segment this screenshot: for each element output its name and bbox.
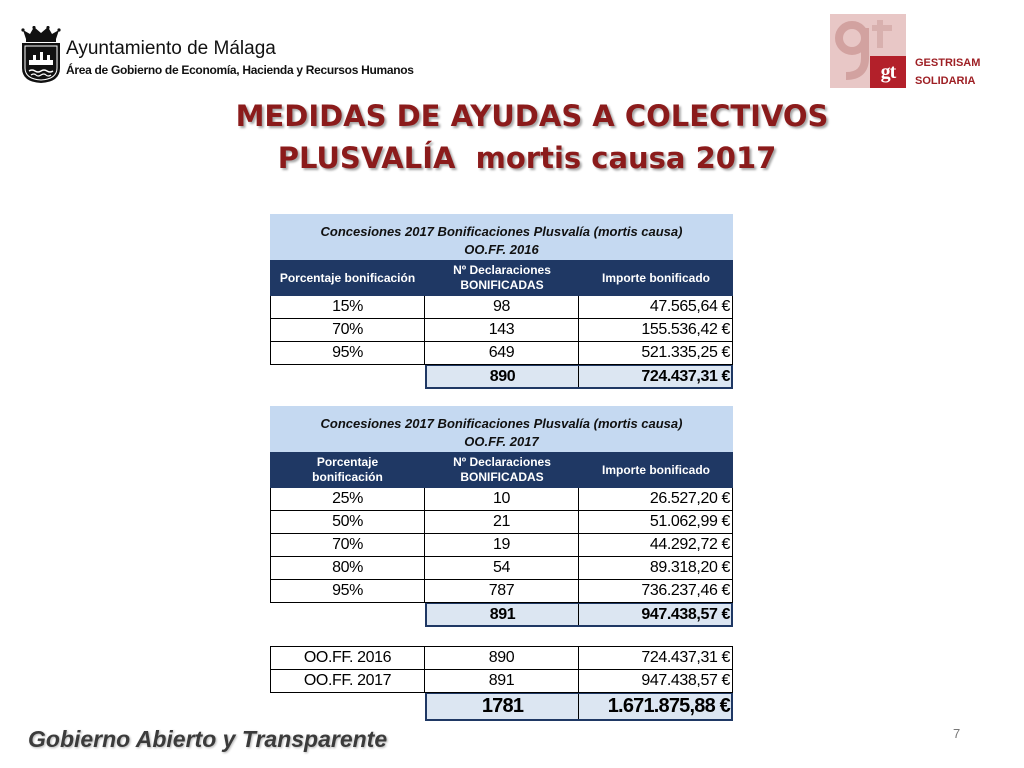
cell-amount: 47.565,64 € bbox=[579, 296, 733, 319]
cell-percentage: 95% bbox=[270, 342, 425, 365]
table-row bbox=[270, 511, 733, 534]
cell-declarations: 649 bbox=[425, 342, 579, 365]
total-row bbox=[270, 365, 733, 389]
footer-tagline: Gobierno Abierto y Transparente bbox=[28, 726, 388, 752]
cell-amount: 724.437,31 € bbox=[579, 646, 733, 670]
total-empty-cell bbox=[270, 603, 425, 627]
table-row bbox=[270, 488, 733, 511]
cell-percentage: 95% bbox=[270, 580, 425, 603]
table-subtitle: OO.FF. 2017 bbox=[464, 434, 539, 449]
gestrisam-logo-icon bbox=[830, 14, 906, 88]
cell-percentage: 50% bbox=[270, 511, 425, 534]
column-header-amount: Importe bonificado bbox=[602, 270, 710, 285]
grand-total-amount: 1.671.875,88 € bbox=[607, 695, 730, 717]
cell-declarations: 891 bbox=[425, 670, 579, 693]
table-row bbox=[270, 342, 733, 365]
cell-declarations: 54 bbox=[425, 557, 579, 580]
table-row bbox=[270, 296, 733, 319]
summary-table bbox=[270, 646, 733, 721]
total-count: 890 bbox=[427, 366, 579, 387]
column-header-percentage: Porcentaje bonificación bbox=[279, 270, 416, 285]
total-row bbox=[270, 603, 733, 627]
malaga-coat-of-arms-icon bbox=[20, 26, 62, 84]
table-title: Concesiones 2017 Bonificaciones Plusvalía (mortis causa) bbox=[320, 224, 683, 239]
partner-name-line2: SOLIDARIA bbox=[915, 75, 976, 87]
table-oo-ff-2017 bbox=[270, 406, 733, 627]
cell-percentage: 70% bbox=[270, 319, 425, 342]
cell-percentage: 80% bbox=[270, 557, 425, 580]
table-header-row bbox=[270, 260, 733, 296]
total-amount: 947.438,57 € bbox=[641, 605, 730, 623]
table-oo-ff-2016 bbox=[270, 214, 733, 389]
cell-declarations: 787 bbox=[425, 580, 579, 603]
page-title-line2: PLUSVALÍA mortis causa 2017 bbox=[277, 141, 777, 175]
cell-percentage: 15% bbox=[270, 296, 425, 319]
column-header-declarations: Nº Declaraciones BONIFICADAS bbox=[453, 263, 551, 292]
page-number: 7 bbox=[953, 726, 961, 741]
total-amount: 724.437,31 € bbox=[641, 367, 730, 385]
table-row bbox=[270, 646, 733, 670]
cell-label: OO.FF. 2017 bbox=[270, 670, 425, 693]
organization-department: Área de Gobierno de Economía, Hacienda y Recursos Humanos bbox=[66, 63, 414, 77]
total-count: 891 bbox=[427, 604, 579, 625]
partner-logo-mark: gt bbox=[870, 56, 906, 88]
table-subtitle: OO.FF. 2016 bbox=[464, 242, 539, 257]
cell-percentage: 70% bbox=[270, 534, 425, 557]
cell-declarations: 10 bbox=[425, 488, 579, 511]
cell-declarations: 98 bbox=[425, 296, 579, 319]
table-row bbox=[270, 580, 733, 603]
table-row bbox=[270, 557, 733, 580]
table-row bbox=[270, 534, 733, 557]
cell-amount: 155.536,42 € bbox=[579, 319, 733, 342]
total-block bbox=[425, 603, 733, 627]
total-empty-cell bbox=[270, 365, 425, 389]
cell-label: OO.FF. 2016 bbox=[270, 646, 425, 670]
total-empty-cell bbox=[270, 693, 425, 721]
partner-name-line1: GESTRISAM bbox=[915, 57, 981, 69]
cell-declarations: 19 bbox=[425, 534, 579, 557]
cell-amount: 26.527,20 € bbox=[579, 488, 733, 511]
cell-amount: 51.062,99 € bbox=[579, 511, 733, 534]
cell-declarations: 21 bbox=[425, 511, 579, 534]
column-header-amount: Importe bonificado bbox=[602, 462, 710, 477]
cell-amount: 44.292,72 € bbox=[579, 534, 733, 557]
column-header-percentage: Porcentaje bonificación bbox=[312, 455, 383, 484]
cell-amount: 736.237,46 € bbox=[579, 580, 733, 603]
page-title-line1: MEDIDAS DE AYUDAS A COLECTIVOS bbox=[235, 99, 829, 133]
organization-name: Ayuntamiento de Málaga bbox=[66, 38, 276, 59]
cell-amount: 521.335,25 € bbox=[579, 342, 733, 365]
table-title: Concesiones 2017 Bonificaciones Plusvalía (mortis causa) bbox=[320, 416, 683, 431]
table-title-block bbox=[270, 214, 733, 260]
table-title-block bbox=[270, 406, 733, 452]
total-block bbox=[425, 693, 733, 721]
cell-declarations: 143 bbox=[425, 319, 579, 342]
cell-amount: 947.438,57 € bbox=[579, 670, 733, 693]
total-block bbox=[425, 365, 733, 389]
table-row bbox=[270, 319, 733, 342]
cell-amount: 89.318,20 € bbox=[579, 557, 733, 580]
table-row bbox=[270, 670, 733, 693]
cell-percentage: 25% bbox=[270, 488, 425, 511]
grand-total-count: 1781 bbox=[427, 694, 579, 719]
grand-total-row bbox=[270, 693, 733, 721]
table-header-row bbox=[270, 452, 733, 488]
column-header-declarations: Nº Declaraciones BONIFICADAS bbox=[453, 455, 551, 484]
cell-declarations: 890 bbox=[425, 646, 579, 670]
